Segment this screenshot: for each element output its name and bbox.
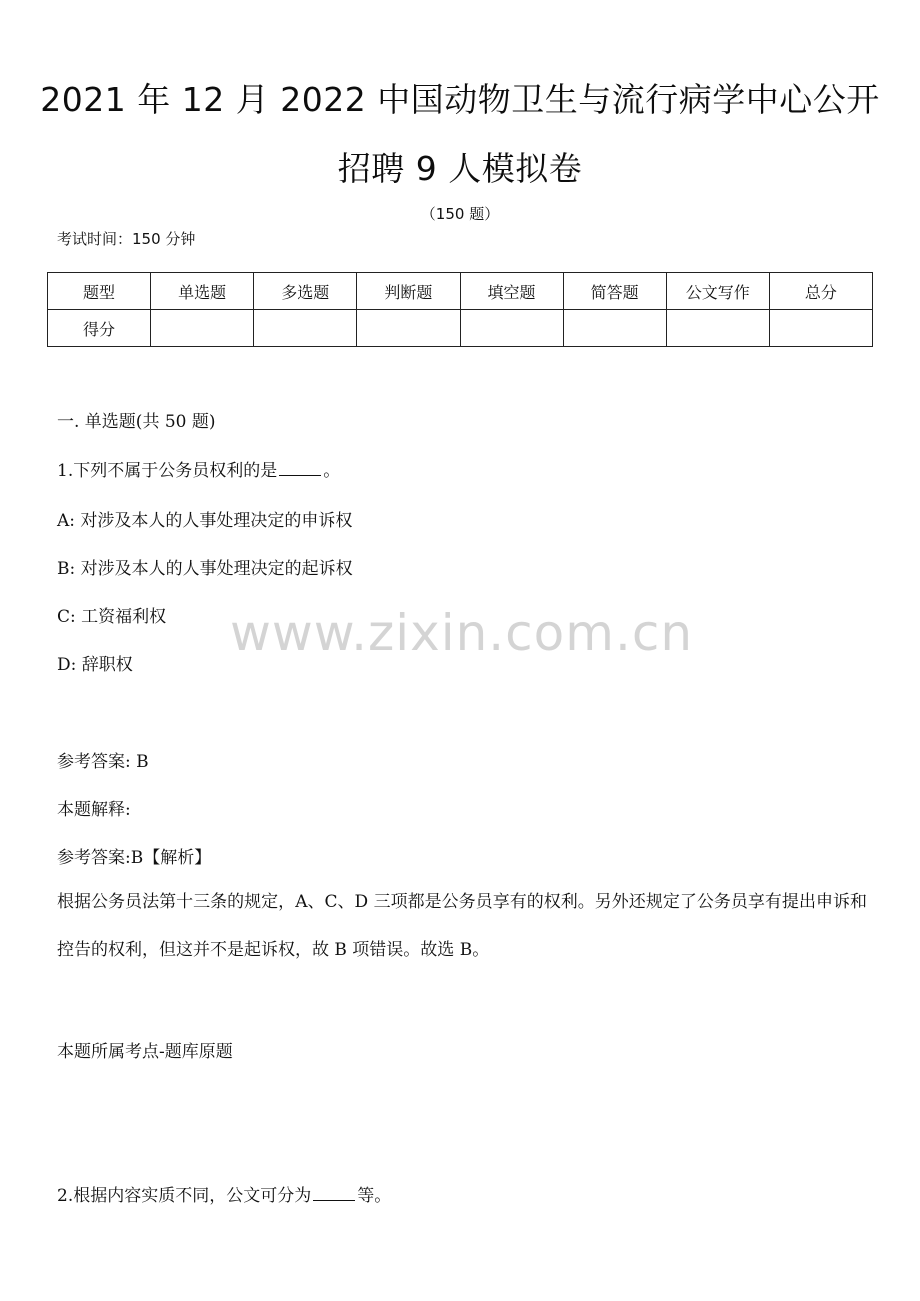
question-1-stem [57,456,340,481]
score-cell [357,310,460,347]
score-cell [563,310,666,347]
score-table-header-cell: 简答题 [563,273,666,310]
score-table-header-cell: 总分 [769,273,872,310]
score-cell [666,310,769,347]
question-1-option-d: D: 辞职权 [57,655,133,675]
score-table-header-cell: 多选题 [254,273,357,310]
question-1-explain-label: 本题解释: [57,800,131,820]
score-cell [151,310,254,347]
question-1-option-b: B: 对涉及本人的人事处理决定的起诉权 [57,559,353,579]
question-1-option-a: A: 对涉及本人的人事处理决定的申诉权 [57,511,353,531]
answer-blank [279,473,321,476]
score-table-header-cell: 题型 [48,273,151,310]
question-2-stem-end: 等。 [357,1186,392,1206]
question-1-source: 本题所属考点-题库原题 [57,1042,233,1062]
question-1-option-c: C: 工资福利权 [57,607,167,627]
score-table-header-row [48,273,873,310]
section-title: 一. 单选题(共 50 题) [57,412,216,432]
answer-blank [313,1198,355,1201]
score-cell [769,310,872,347]
score-table-header-cell: 公文写作 [666,273,769,310]
score-table-header-cell: 填空题 [460,273,563,310]
score-table-score-row [48,310,873,347]
score-table-header-cell: 判断题 [357,273,460,310]
score-table-header-cell: 单选题 [151,273,254,310]
exam-time: 考试时间：150 分钟 [57,230,196,248]
question-1-stem-end: 。 [323,461,341,481]
question-1-explain-answer: 参考答案:B【解析】 [57,848,212,868]
question-1-explanation: 根据公务员法第十三条的规定，A、C、D 三项都是公务员享有的权利。另外还规定了公务员享有提出申诉和控告的权利，但这并不是起诉权，故 B 项错误。故选 B。 [57,892,867,960]
score-cell [460,310,563,347]
question-1-answer: 参考答案: B [57,752,149,772]
question-2-stem [57,1181,391,1206]
score-row-label: 得分 [48,310,151,347]
question-1-stem-text: 1.下列不属于公务员权利的是 [57,461,278,481]
score-cell [254,310,357,347]
score-table [47,272,873,347]
watermark: www.zixin.com.cn [230,604,694,662]
question-2-stem-text: 2.根据内容实质不同，公文可分为 [57,1186,312,1206]
question-count: （150 题） [420,205,500,223]
document-title-line-2: 招聘 9 人模拟卷 [337,149,583,188]
document-title-line-1: 2021 年 12 月 2022 中国动物卫生与流行病学中心公开 [40,80,880,119]
